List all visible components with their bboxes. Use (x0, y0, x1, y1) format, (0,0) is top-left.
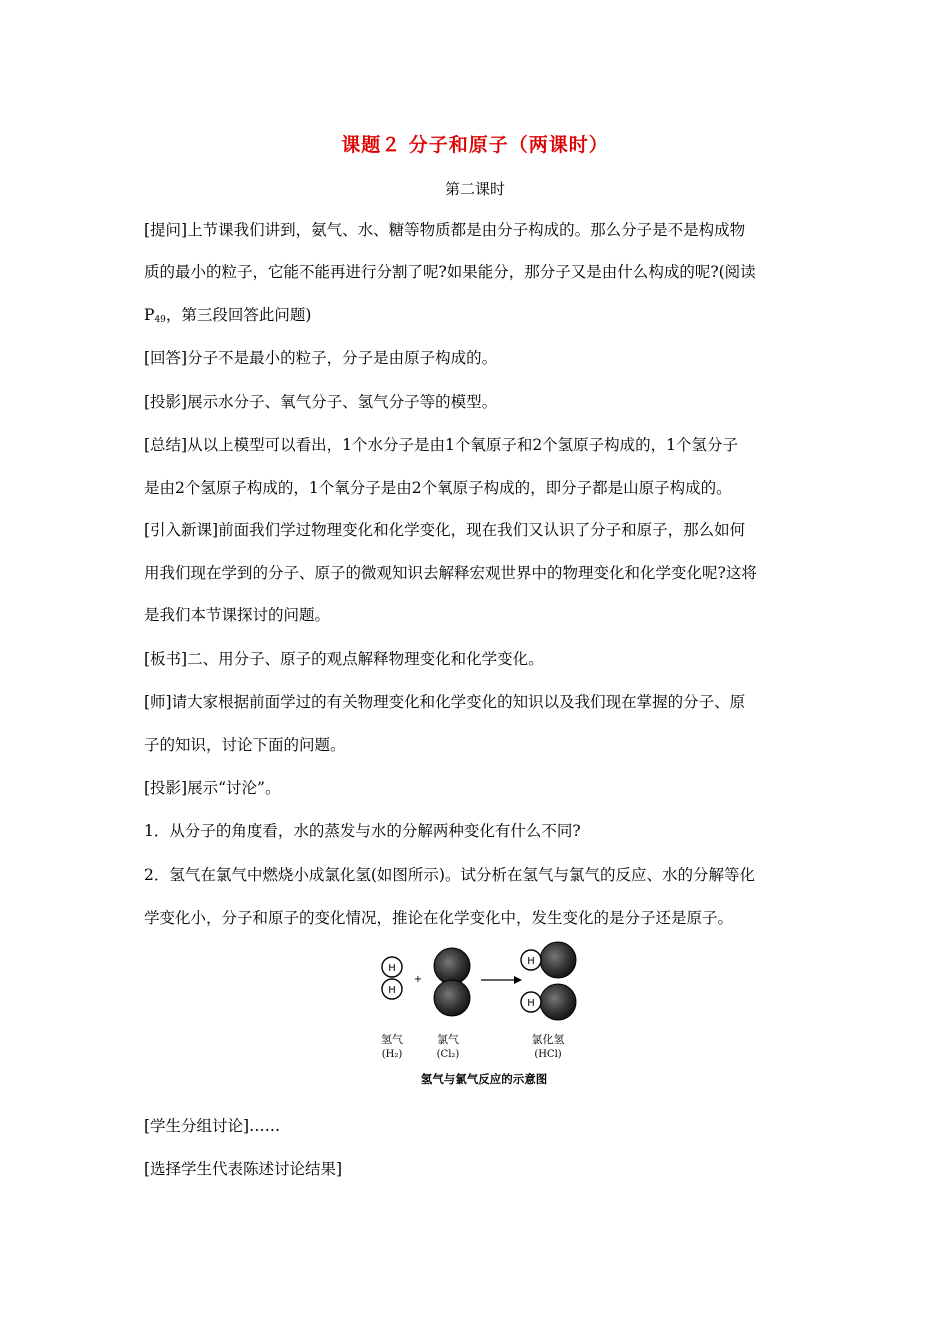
paragraph-line: [总结]从以上模型可以看出，1个水分子是由1个氧原子和2个氢原子构成的，1个氢分子 (144, 436, 739, 454)
hydrogen-atom-label: H (388, 985, 396, 996)
hydrogen-atom-label: H (527, 998, 535, 1009)
paragraph-line (144, 303, 814, 325)
hydrogen-atom-label: H (388, 963, 396, 974)
paragraph-line: [选择学生代表陈述讨论结果] (144, 1160, 343, 1178)
paragraph-line: [板书]二、用分子、原子的观点解释物理变化和化学变化。 (144, 650, 544, 668)
chlorine-atom (434, 948, 470, 984)
paragraph-line: 是由2个氢原子构成的，1个氧分子是由2个氧原子构成的，即分子都是山原子构成的。 (144, 479, 732, 497)
chlorine-label: 氯气 (437, 1033, 459, 1046)
reaction-diagram (368, 940, 600, 1068)
paragraph-line: 质的最小的粒子，它能不能再进行分割了呢?如果能分，那分子又是由什么构成的呢?(阅读 (144, 263, 756, 281)
plus-sign: + (413, 974, 423, 985)
hydrogen-atom-label: H (527, 956, 535, 967)
hcl-label: 氯化氢 (531, 1033, 565, 1046)
lesson-title: 课题２ 分子和原子（两课时） (341, 134, 609, 156)
chlorine-atom (540, 984, 576, 1020)
page-ref-number: 49 (154, 315, 166, 325)
paragraph-line: 1．从分子的角度看，水的蒸发与水的分解两种变化有什么不同? (144, 822, 581, 840)
hcl-molecule (521, 984, 576, 1020)
hcl-molecule (521, 942, 576, 978)
paragraph-line: [师]请大家根据前面学过的有关物理变化和化学变化的知识以及我们现在掌握的分子、原 (144, 693, 746, 711)
chlorine-atom (540, 942, 576, 978)
chlorine-atom (434, 980, 470, 1016)
paragraph-line: 2．氢气在氯气中燃烧小成氯化氢(如图所示)。试分析在氢气与氯气的反应、水的分解等化 (144, 866, 755, 884)
hydrogen-label: 氢气 (381, 1033, 403, 1046)
lesson-subtitle: 第二课时 (444, 180, 505, 198)
paragraph-line: 子的知识，讨论下面的问题。 (144, 736, 346, 754)
page-ref-text: ，第三段回答此问题) (165, 306, 312, 324)
paragraph-line: 是我们本节课探讨的问题。 (144, 606, 331, 624)
paragraph-line: [学生分组讨论]…… (144, 1117, 281, 1135)
paragraph-line: [引入新课]前面我们学过物理变化和化学变化，现在我们又认识了分子和原子，那么如何 (144, 521, 746, 539)
paragraph-line: [回答]分子不是最小的粒子，分子是由原子构成的。 (144, 349, 498, 367)
reaction-arrow-head (514, 976, 522, 984)
paragraph-line: [投影]展示“讨沦”。 (144, 779, 281, 797)
reaction-figure (368, 940, 600, 1092)
chlorine-molecule (434, 948, 470, 1016)
hydrogen-formula: (H₂) (381, 1049, 403, 1060)
paragraph-line: 学变化小，分子和原子的变化情况，推论在化学变化中，发生变化的是分子还是原子。 (144, 909, 734, 927)
chlorine-formula: (Cl₂) (436, 1049, 460, 1060)
hydrogen-molecule (382, 957, 402, 999)
figure-caption: 氢气与氯气反应的示意图 (420, 1072, 548, 1086)
page-ref-letter: P (144, 306, 155, 324)
paragraph-line: [提问]上节课我们讲到，氨气、水、糖等物质都是由分子构成的。那么分子是不是构成物 (144, 221, 746, 239)
paragraph-line: 用我们现在学到的分子、原子的微观知识去解释宏观世界中的物理变化和化学变化呢?这将 (144, 564, 757, 582)
paragraph-line: [投影]展示水分子、氧气分子、氢气分子等的模型。 (144, 393, 498, 411)
hcl-formula: (HCl) (534, 1049, 562, 1060)
